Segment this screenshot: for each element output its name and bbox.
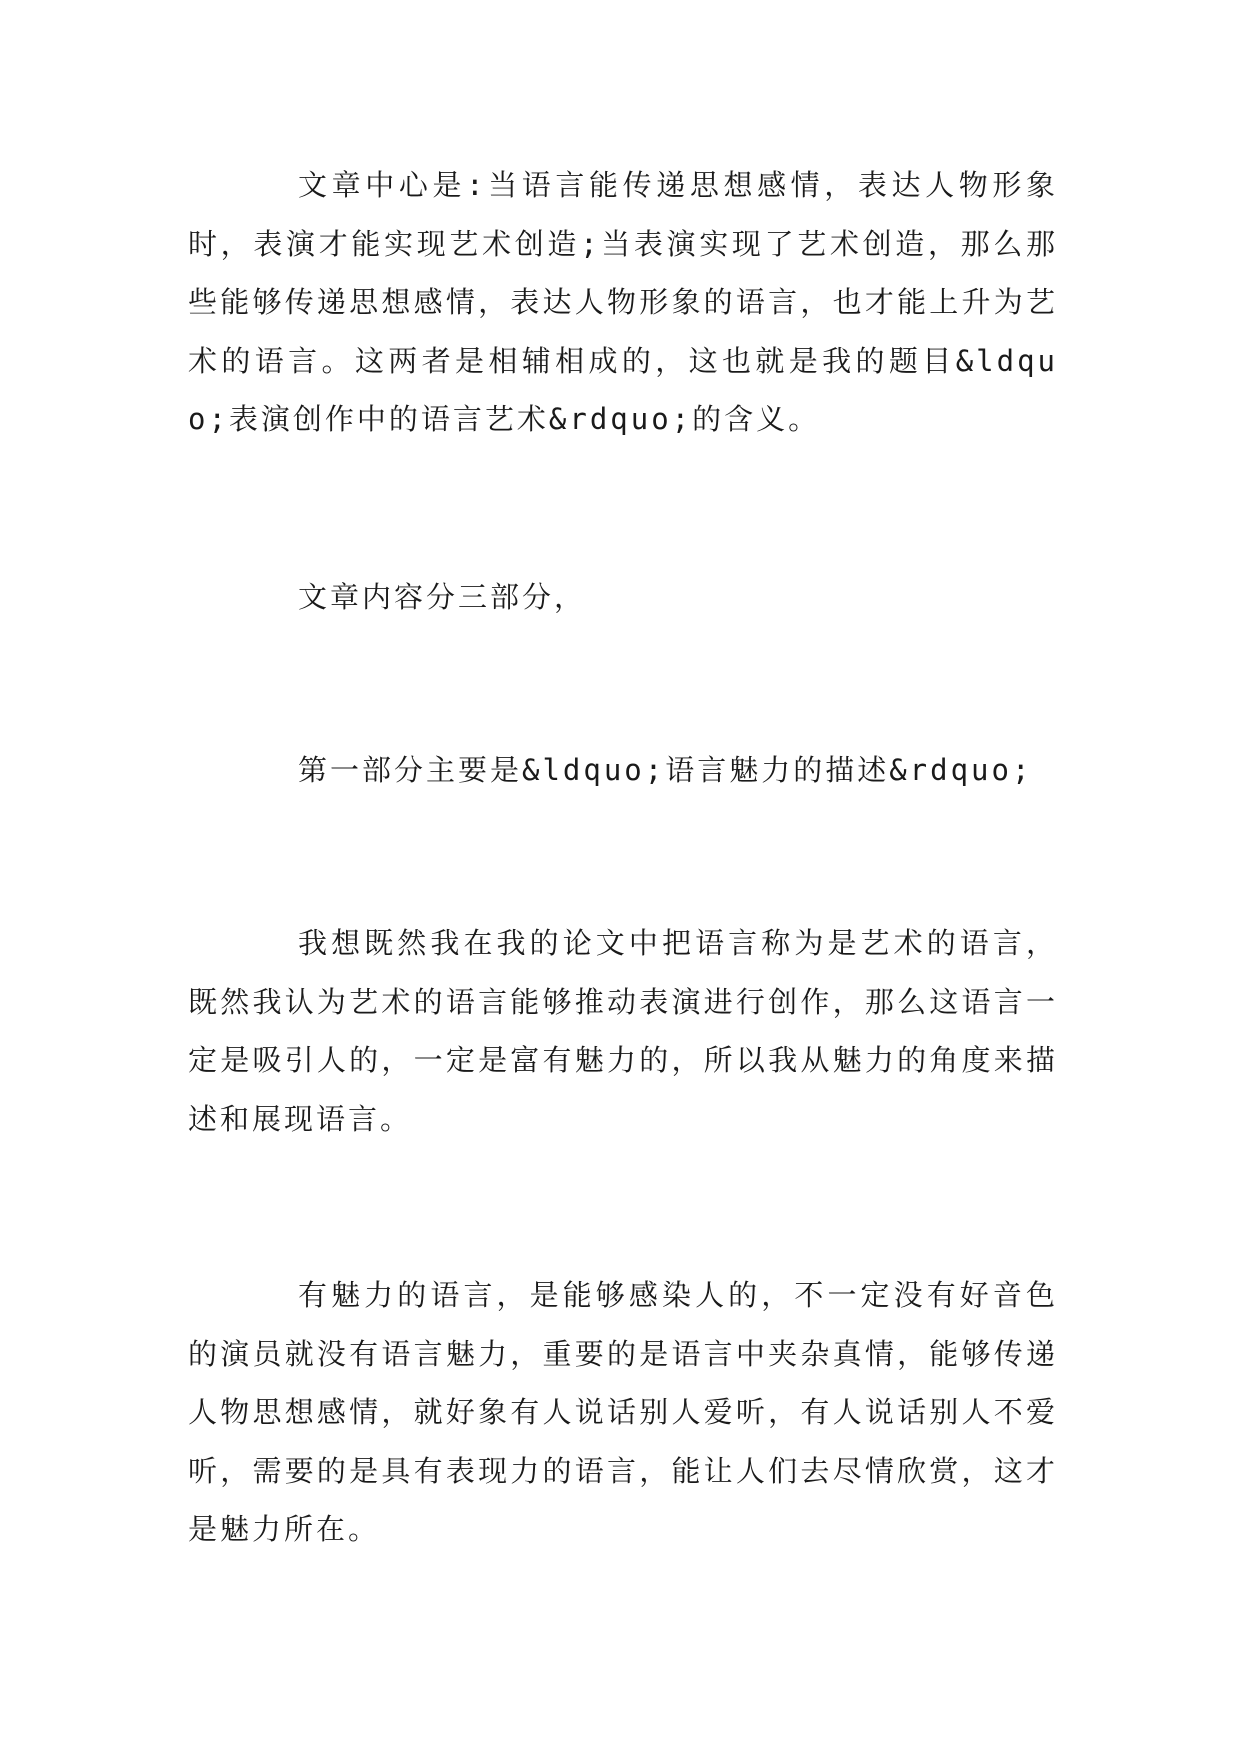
paragraph-content-parts: 文章内容分三部分， xyxy=(298,580,587,614)
paragraph-art-language: 我想既然我在我的论文中把语言称为是艺术的语言，既然我认为艺术的语言能够推动表演进行创作，那么这语言一定是吸引人的，一定是富有魅力的，所以我从魅力的角度来描述和展现语言。 xyxy=(188,926,1058,1136)
paragraph-part-one: 第一部分主要是&ldquo;语言魅力的描述&rdquo; xyxy=(298,753,1033,787)
paragraph-article-center: 文章中心是:当语言能传递思想感情，表达人物形象时，表演才能实现艺术创造;当表演实现了艺术创造，那么那些能够传递思想感情，表达人物形象的语言，也才能上升为艺术的语言。这两者是相辅相成的，这也就是我的题目&ldquo;表演创作中的语言艺术&rdquo;的含义。 xyxy=(188,168,1058,436)
paragraph-charming-language: 有魅力的语言，是能够感染人的，不一定没有好音色的演员就没有语言魅力，重要的是语言中夹杂真情，能够传递人物思想感情，就好象有人说话别人爱听，有人说话别人不爱听，需要的是具有表现力的语言，能让人们去尽情欣赏，这才是魅力所在。 xyxy=(188,1278,1058,1546)
